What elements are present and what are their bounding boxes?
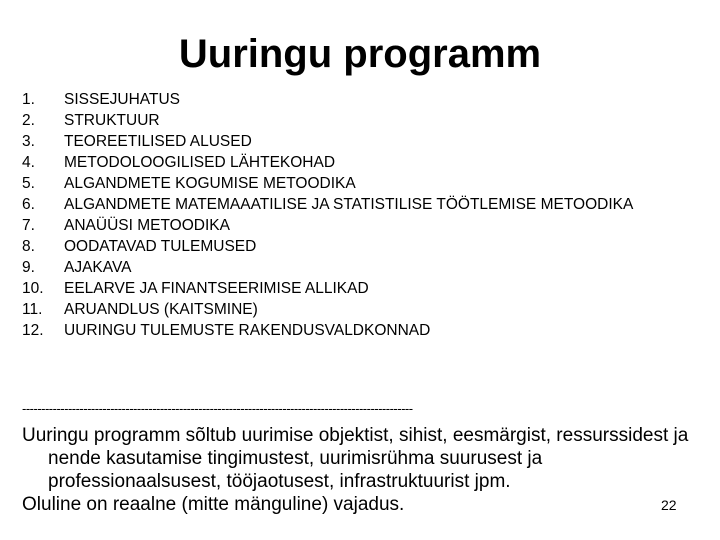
list-item-number: 12.: [22, 322, 44, 339]
page-number: 22: [661, 497, 677, 513]
list-item: [22, 320, 662, 341]
list-item-number: 8.: [22, 238, 35, 255]
list-item-text: ARUANDLUS (KAITSMINE): [64, 301, 258, 318]
list-item: [22, 131, 662, 152]
list-item-text: UURINGU TULEMUSTE RAKENDUSVALDKONNAD: [64, 322, 431, 339]
list-item-text: SISSEJUHATUS: [64, 91, 180, 108]
list-item: [22, 215, 662, 236]
list-item-text: METODOLOOGILISED LÄHTEKOHAD: [64, 154, 336, 171]
list-item-number: 10.: [22, 280, 44, 297]
list-item-text: STRUKTUUR: [64, 112, 160, 129]
list-item-text: ANAÜÜSI METOODIKA: [64, 217, 230, 234]
list-item: [22, 236, 662, 257]
list-item: [22, 299, 662, 320]
list-item-number: 1.: [22, 91, 35, 108]
list-item: [22, 110, 662, 131]
list-item-text: ALGANDMETE MATEMAAATILISE JA STATISTILISE TÖÖTLEMISE METOODIKA: [64, 196, 634, 213]
program-list: [22, 89, 662, 341]
list-item: [22, 152, 662, 173]
slide-title: Uuringu programm: [178, 32, 542, 76]
list-item-number: 5.: [22, 175, 35, 192]
list-item-text: AJAKAVA: [64, 259, 132, 276]
list-item-number: 6.: [22, 196, 35, 213]
list-item-number: 11.: [22, 301, 43, 318]
list-item: [22, 173, 662, 194]
list-item-number: 4.: [22, 154, 35, 171]
list-item: [22, 89, 662, 110]
list-item-text: OODATAVAD TULEMUSED: [64, 238, 257, 255]
body-paragraphs: [22, 424, 712, 516]
list-item-text: ALGANDMETE KOGUMISE METOODIKA: [64, 175, 356, 192]
dashed-divider: ------------------------------------------------------------------------------------------------------: [22, 401, 413, 416]
list-item: [22, 194, 662, 215]
list-item: [22, 257, 662, 278]
list-item: [22, 278, 662, 299]
list-item-number: 3.: [22, 133, 35, 150]
paragraph-dependencies: Uuringu programm sõltub uurimise objektist, sihist, eesmärgist, ressurssidest ja nende kasutamise tingimustest, uurimisrühma suurusest ja professionaalsusest, tööjaotusest, infrastruktuurist jpm.: [22, 425, 689, 492]
paragraph-need: Oluline on reaalne (mitte mänguline) vajadus.: [22, 494, 405, 515]
list-item-number: 7.: [22, 217, 35, 234]
list-item-number: 2.: [22, 112, 35, 129]
list-item-text: TEOREETILISED ALUSED: [64, 133, 252, 150]
list-item-text: EELARVE JA FINANTSEERIMISE ALLIKAD: [64, 280, 369, 297]
list-item-number: 9.: [22, 259, 35, 276]
